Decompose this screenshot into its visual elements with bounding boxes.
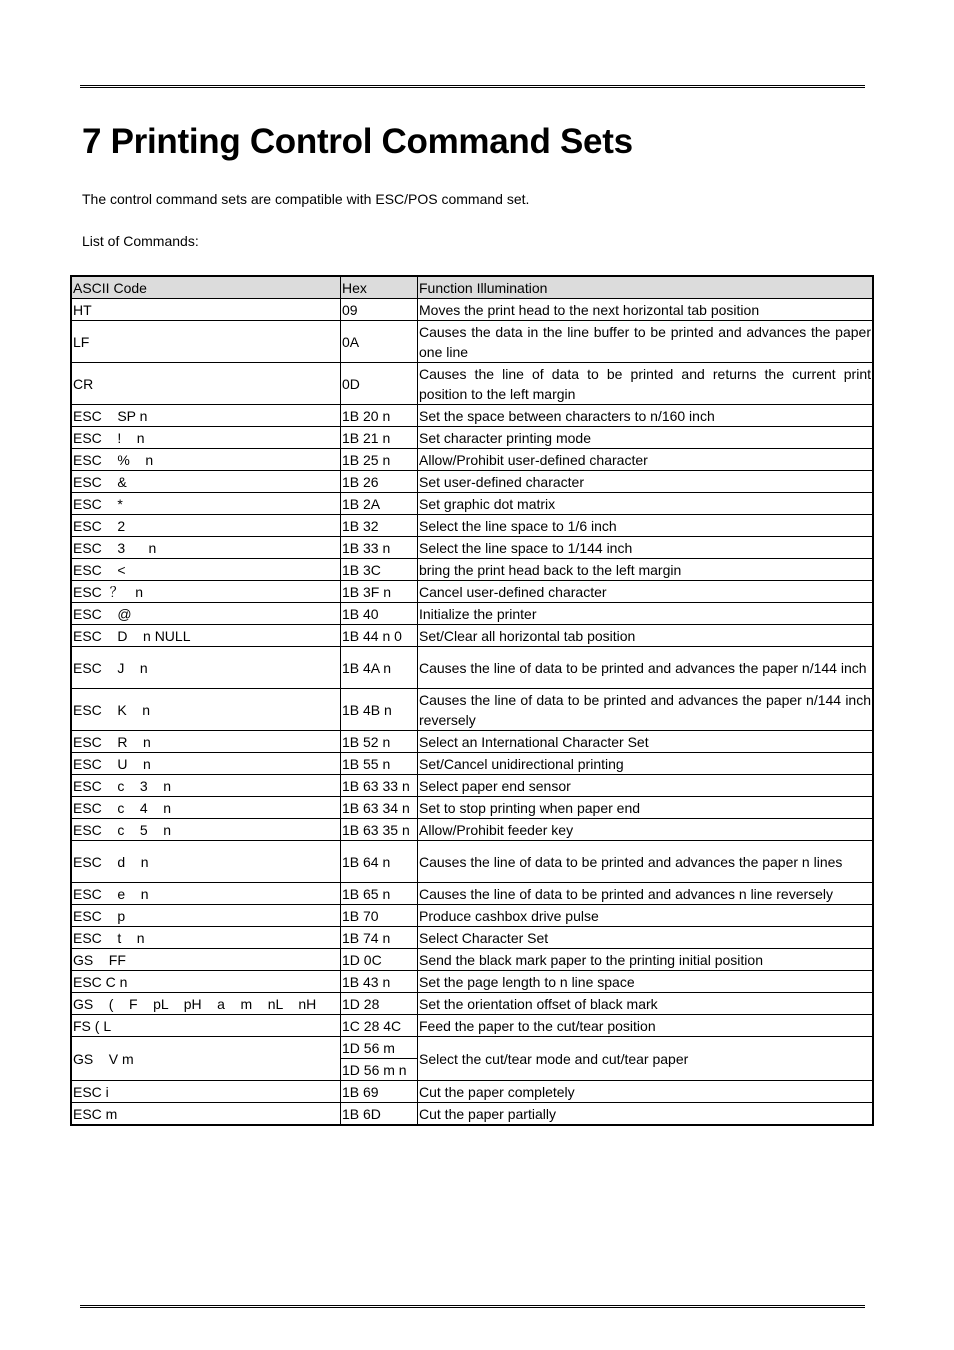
- cell-ascii: ESC e n: [71, 883, 341, 905]
- cell-function: Set the space between characters to n/160 inch: [418, 405, 874, 427]
- table-row: [71, 905, 873, 927]
- cell-function: Set user-defined character: [418, 471, 874, 493]
- cell-function: Cut the paper completely: [418, 1081, 874, 1103]
- cell-function: Allow/Prohibit feeder key: [418, 819, 874, 841]
- cell-hex: 1B 52 n: [341, 731, 418, 753]
- cell-function: Set/Clear all horizontal tab position: [418, 625, 874, 647]
- cell-ascii: ESC J n: [71, 647, 341, 689]
- table-body: [71, 299, 873, 1126]
- table-row: [71, 321, 873, 363]
- cell-ascii: ESC p: [71, 905, 341, 927]
- cell-function: Select paper end sensor: [418, 775, 874, 797]
- table-row: [71, 731, 873, 753]
- cell-ascii: ESC c 5 n: [71, 819, 341, 841]
- cell-ascii: HT: [71, 299, 341, 321]
- footer-rule: [80, 1305, 865, 1308]
- cell-function: Select the line space to 1/144 inch: [418, 537, 874, 559]
- table-header-row: [71, 276, 873, 299]
- cell-hex: 1B 21 n: [341, 427, 418, 449]
- cell-hex: 1B 32: [341, 515, 418, 537]
- table-row: [71, 299, 873, 321]
- page-title: 7 Printing Control Command Sets: [82, 122, 633, 161]
- cell-ascii: ESC 2: [71, 515, 341, 537]
- table-row: [71, 559, 873, 581]
- table-row: [71, 363, 873, 405]
- cell-hex: 1B 20 n: [341, 405, 418, 427]
- table-row: [71, 949, 873, 971]
- cell-hex: 1B 4A n: [341, 647, 418, 689]
- cell-ascii: ESC m: [71, 1103, 341, 1126]
- cell-ascii: ESC @: [71, 603, 341, 625]
- cell-hex: 1D 56 m n: [341, 1059, 418, 1081]
- commands-table: [70, 275, 874, 1126]
- cell-function: Set/Cancel unidirectional printing: [418, 753, 874, 775]
- cell-hex: 1B 33 n: [341, 537, 418, 559]
- table-row: [71, 689, 873, 731]
- cell-ascii: ESC t n: [71, 927, 341, 949]
- table-row-gs-v: [71, 1037, 873, 1059]
- cell-function: Causes the line of data to be printed and advances the paper n/144 inch reversely: [418, 689, 874, 731]
- cell-hex: 1D 56 m: [341, 1037, 418, 1059]
- cell-hex: 1B 44 n 0: [341, 625, 418, 647]
- table-row: [71, 537, 873, 559]
- cell-function: Causes the line of data to be printed and returns the current print position to the left margin: [418, 363, 874, 405]
- cell-function: Set the orientation offset of black mark: [418, 993, 874, 1015]
- cell-function: Causes the data in the line buffer to be printed and advances the paper one line: [418, 321, 874, 363]
- cell-hex: 1B 70: [341, 905, 418, 927]
- cell-hex: 1B 74 n: [341, 927, 418, 949]
- table-row: [71, 581, 873, 603]
- table-row: [71, 883, 873, 905]
- cell-ascii: ESC d n: [71, 841, 341, 883]
- table-row: [71, 427, 873, 449]
- cell-ascii: ESC % n: [71, 449, 341, 471]
- cell-ascii: ESC ! n: [71, 427, 341, 449]
- cell-function: Set character printing mode: [418, 427, 874, 449]
- cell-function: Causes the line of data to be printed and advances the paper n/144 inch: [418, 647, 874, 689]
- cell-ascii: ESC i: [71, 1081, 341, 1103]
- cell-hex: 1B 26: [341, 471, 418, 493]
- cell-function: Set graphic dot matrix: [418, 493, 874, 515]
- cell-ascii: CR: [71, 363, 341, 405]
- table-row: [71, 841, 873, 883]
- cell-hex: 1B 25 n: [341, 449, 418, 471]
- cell-function: Set to stop printing when paper end: [418, 797, 874, 819]
- cell-ascii: ESC U n: [71, 753, 341, 775]
- table-row: [71, 405, 873, 427]
- cell-function: Allow/Prohibit user-defined character: [418, 449, 874, 471]
- cell-hex: 1B 2A: [341, 493, 418, 515]
- cell-ascii: ESC c 3 n: [71, 775, 341, 797]
- cell-ascii: ESC 3 n: [71, 537, 341, 559]
- table-row: [71, 515, 873, 537]
- cell-hex: 1B 64 n: [341, 841, 418, 883]
- header-ascii: ASCII Code: [71, 276, 341, 299]
- cell-hex: 1B 69: [341, 1081, 418, 1103]
- cell-hex: 1B 40: [341, 603, 418, 625]
- cell-ascii: GS FF: [71, 949, 341, 971]
- cell-hex: 0A: [341, 321, 418, 363]
- list-label: List of Commands:: [82, 233, 199, 249]
- cell-hex: 1C 28 4C: [341, 1015, 418, 1037]
- table-row: [71, 471, 873, 493]
- cell-ascii: GS V m: [71, 1037, 341, 1081]
- table-row: [71, 971, 873, 993]
- table-row: [71, 1081, 873, 1103]
- cell-function: Cancel user-defined character: [418, 581, 874, 603]
- cell-hex: 1B 65 n: [341, 883, 418, 905]
- table-row: [71, 603, 873, 625]
- table-row: [71, 927, 873, 949]
- cell-ascii: FS ( L: [71, 1015, 341, 1037]
- cell-function: Select an International Character Set: [418, 731, 874, 753]
- table-row: [71, 625, 873, 647]
- cell-function: Feed the paper to the cut/tear position: [418, 1015, 874, 1037]
- cell-hex: 1D 0C: [341, 949, 418, 971]
- table-row: [71, 753, 873, 775]
- cell-hex: 1B 6D: [341, 1103, 418, 1126]
- cell-function: Send the black mark paper to the printing initial position: [418, 949, 874, 971]
- cell-function: bring the print head back to the left margin: [418, 559, 874, 581]
- cell-function: Causes the line of data to be printed and advances the paper n lines: [418, 841, 874, 883]
- header-function: Function Illumination: [418, 276, 874, 299]
- cell-ascii: ESC D n NULL: [71, 625, 341, 647]
- cell-ascii: GS ( F pL pH a m nL nH: [71, 993, 341, 1015]
- cell-function: Produce cashbox drive pulse: [418, 905, 874, 927]
- cell-function: Moves the print head to the next horizontal tab position: [418, 299, 874, 321]
- cell-function: Cut the paper partially: [418, 1103, 874, 1126]
- cell-function: Select the cut/tear mode and cut/tear paper: [418, 1037, 874, 1081]
- table-row: [71, 493, 873, 515]
- cell-hex: 1B 63 35 n: [341, 819, 418, 841]
- cell-ascii: ESC c 4 n: [71, 797, 341, 819]
- cell-ascii: ESC ？ n: [71, 581, 341, 603]
- table-row: [71, 647, 873, 689]
- header-hex: Hex: [341, 276, 418, 299]
- cell-function: Set the page length to n line space: [418, 971, 874, 993]
- cell-function: Select the line space to 1/6 inch: [418, 515, 874, 537]
- cell-hex: 0D: [341, 363, 418, 405]
- cell-hex: 1B 43 n: [341, 971, 418, 993]
- intro-paragraph: The control command sets are compatible with ESC/POS command set.: [82, 191, 530, 207]
- table-row: [71, 819, 873, 841]
- cell-hex: 1D 28: [341, 993, 418, 1015]
- table-row: [71, 1103, 873, 1126]
- table-row: [71, 797, 873, 819]
- cell-hex: 1B 63 33 n: [341, 775, 418, 797]
- cell-function: Select Character Set: [418, 927, 874, 949]
- cell-hex: 1B 55 n: [341, 753, 418, 775]
- cell-ascii: ESC &: [71, 471, 341, 493]
- cell-hex: 1B 3C: [341, 559, 418, 581]
- table-row: [71, 449, 873, 471]
- cell-ascii: ESC SP n: [71, 405, 341, 427]
- cell-hex: 1B 4B n: [341, 689, 418, 731]
- cell-hex: 1B 3F n: [341, 581, 418, 603]
- cell-ascii: ESC C n: [71, 971, 341, 993]
- cell-hex: 09: [341, 299, 418, 321]
- cell-ascii: ESC *: [71, 493, 341, 515]
- cell-function: Initialize the printer: [418, 603, 874, 625]
- cell-ascii: LF: [71, 321, 341, 363]
- cell-ascii: ESC K n: [71, 689, 341, 731]
- header-rule: [80, 85, 865, 88]
- table-row: [71, 775, 873, 797]
- table-row: [71, 993, 873, 1015]
- table-row: [71, 1015, 873, 1037]
- cell-hex: 1B 63 34 n: [341, 797, 418, 819]
- cell-function: Causes the line of data to be printed and advances n line reversely: [418, 883, 874, 905]
- cell-ascii: ESC <: [71, 559, 341, 581]
- cell-ascii: ESC R n: [71, 731, 341, 753]
